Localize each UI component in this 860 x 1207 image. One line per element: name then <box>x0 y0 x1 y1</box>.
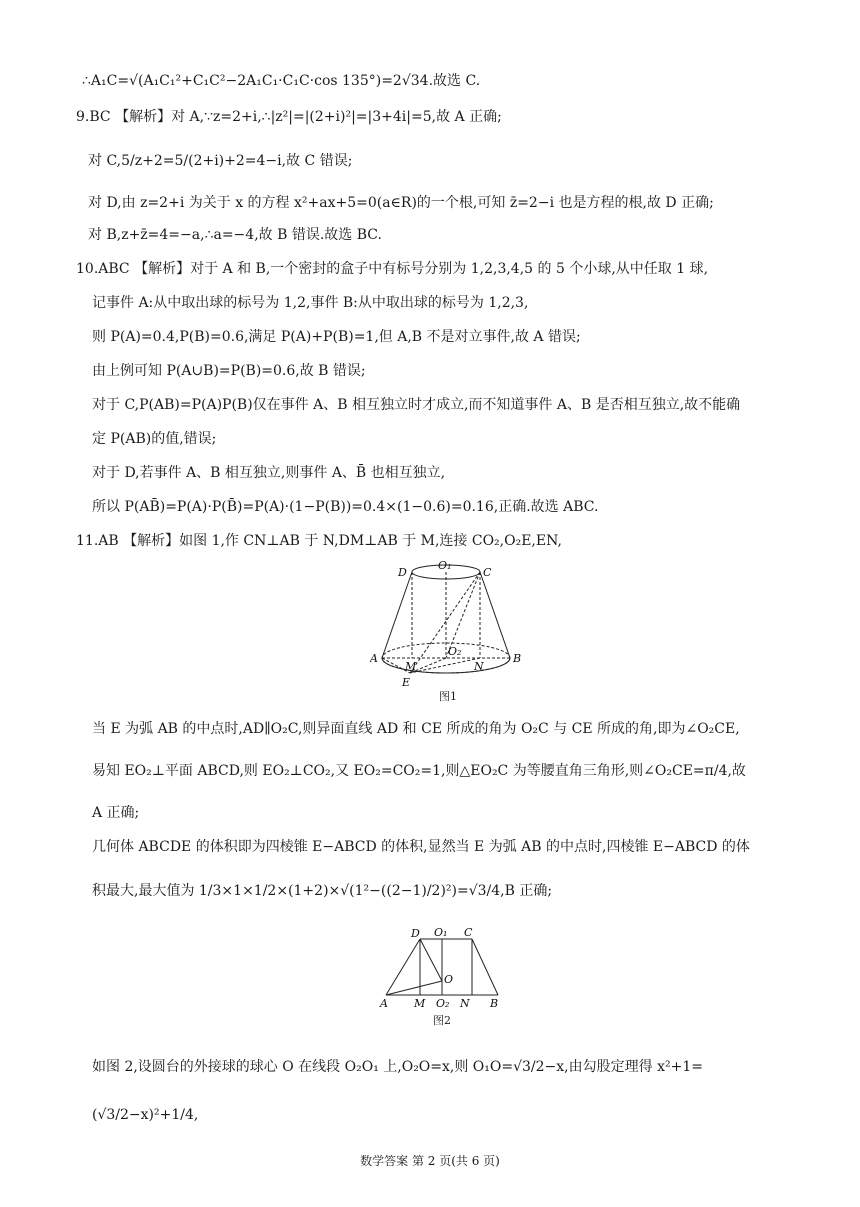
text-line-3: 对 C,5/z+2=5/(2+i)+2=4−i,故 C 错误; <box>88 153 353 169</box>
fig2-label-c: C <box>464 926 473 939</box>
fig1-label-a: A <box>370 652 378 665</box>
text-line-12: 对于 D,若事件 A、B 相互独立,则事件 A、B̄ 也相互独立, <box>92 465 446 481</box>
text-line-13: 所以 P(AB̄)=P(A)·P(B̄)=P(A)·(1−P(B))=0.4×(1−0.6)=0.16,正确.故选 ABC. <box>92 499 599 515</box>
fig2-label-o: O <box>444 973 454 986</box>
text-line-21: (√3/2−x)²+1/4, <box>92 1107 199 1123</box>
text-line-1: ∴A₁C=√(A₁C₁²+C₁C²−2A₁C₁·C₁C·cos 135°)=2√34.故选 C. <box>82 73 481 89</box>
fig2-label-o2: O₂ <box>436 997 450 1010</box>
fig1-label-o2: O₂ <box>448 645 462 658</box>
text-line-2: 9.BC 【解析】对 A,∵z=2+i,∴|z²|=|(2+i)²|=|3+4i|=5,故 A 正确; <box>76 109 502 125</box>
fig1-label-o1: O₁ <box>438 560 452 572</box>
figure-1-truncated-cone <box>370 560 530 700</box>
figure-2-caption: 图2 <box>433 1014 451 1027</box>
fig2-label-m: M <box>414 997 426 1010</box>
text-line-11: 定 P(AB)的值,错误; <box>92 431 217 447</box>
fig1-label-d: D <box>398 566 407 579</box>
text-line-14: 11.AB 【解析】如图 1,作 CN⊥AB 于 N,DM⊥AB 于 M,连接 CO₂,O₂E,EN, <box>76 533 562 549</box>
fig1-label-b: B <box>513 652 522 665</box>
fig1-label-e: E <box>402 676 411 689</box>
text-line-15: 当 E 为弧 AB 的中点时,AD∥O₂C,则异面直线 AD 和 CE 所成的角为 O₂C 与 CE 所成的角,即为∠O₂CE, <box>92 721 740 737</box>
text-line-4: 对 D,由 z=2+i 为关于 x 的方程 x²+ax+5=0(a∈R)的一个根,可知 z̄=2−i 也是方程的根,故 D 正确; <box>88 195 714 211</box>
text-line-18: 几何体 ABCDE 的体积即为四棱锥 E−ABCD 的体积,显然当 E 为弧 AB 的中点时,四棱锥 E−ABCD 的体 <box>92 839 750 855</box>
text-line-17: A 正确; <box>92 805 140 821</box>
text-line-10: 对于 C,P(AB)=P(A)P(B)仅在事件 A、B 相互独立时才成立,而不知道事件 A、B 是否相互独立,故不能确 <box>92 397 741 413</box>
page-footer: 数学答案 第 2 页(共 6 页) <box>360 1154 500 1168</box>
figure-2-cross-section <box>376 925 506 1015</box>
text-line-5: 对 B,z+z̄=4=−a,∴a=−4,故 B 错误.故选 BC. <box>88 227 382 243</box>
fig2-label-n: N <box>460 997 470 1010</box>
figure-1-caption: 图1 <box>439 690 457 703</box>
fig2-label-o1: O₁ <box>434 926 448 939</box>
text-line-16: 易知 EO₂⊥平面 ABCD,则 EO₂⊥CO₂,又 EO₂=CO₂=1,则△EO₂C 为等腰直角三角形,则∠O₂CE=π/4,故 <box>92 763 746 779</box>
fig2-label-d: D <box>411 927 420 940</box>
fig2-label-b: B <box>490 997 499 1010</box>
text-line-19: 积最大,最大值为 1/3×1×1/2×(1+2)×√(1²−((2−1)/2)²)=√3/4,B 正确; <box>92 883 553 899</box>
text-line-9: 由上例可知 P(A∪B)=P(B)=0.6,故 B 错误; <box>92 363 366 379</box>
text-line-6: 10.ABC 【解析】对于 A 和 B,一个密封的盒子中有标号分别为 1,2,3,4,5 的 5 个小球,从中任取 1 球, <box>76 261 709 277</box>
fig1-label-m: M <box>405 660 417 673</box>
text-line-20: 如图 2,设圆台的外接球的球心 O 在线段 O₂O₁ 上,O₂O=x,则 O₁O=√3/2−x,由勾股定理得 x²+1= <box>92 1059 703 1075</box>
fig1-label-c: C <box>483 566 492 579</box>
fig1-label-n: N <box>474 660 484 673</box>
text-line-7: 记事件 A:从中取出球的标号为 1,2,事件 B:从中取出球的标号为 1,2,3, <box>92 295 529 311</box>
fig2-label-a: A <box>380 997 388 1010</box>
text-line-8: 则 P(A)=0.4,P(B)=0.6,满足 P(A)+P(B)=1,但 A,B 不是对立事件,故 A 错误; <box>92 329 581 345</box>
